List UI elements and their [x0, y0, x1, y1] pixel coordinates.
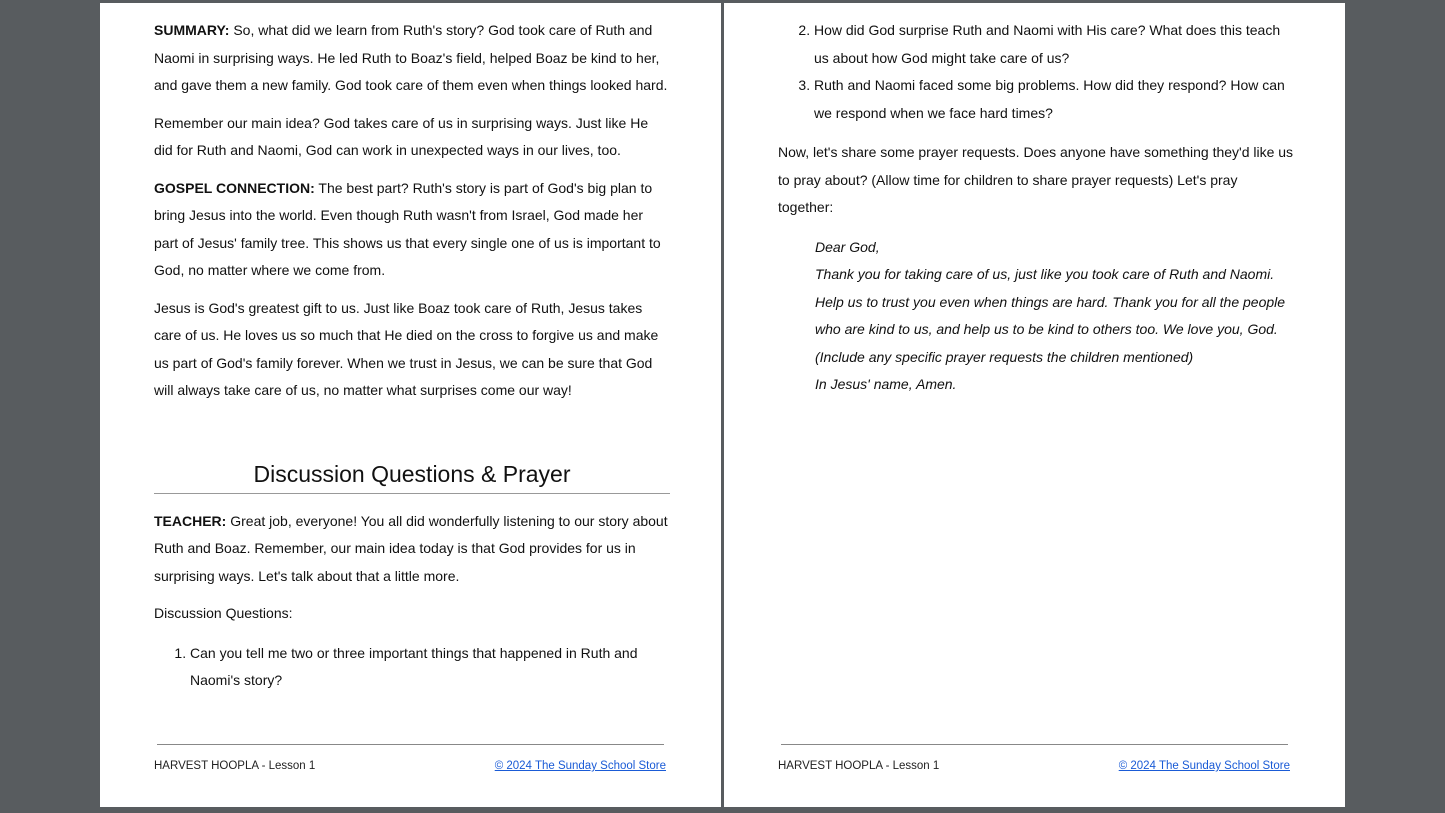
footer-title-left: HARVEST HOOPLA - Lesson 1 — [154, 760, 316, 772]
teacher-text: Great job, everyone! You all did wonderfully listening to our story about Ruth and Boaz. Remember, our main idea today is that God provides for us in surprising ways. Let's talk about that a little more. — [154, 512, 668, 584]
prayer-intro: Now, let's share some prayer requests. Does anyone have something they'd like us to pray about? (Allow time for children to share prayer requests) Let's pray together: — [778, 144, 1294, 215]
jesus-paragraph: Jesus is God's greatest gift to us. Just like Boaz took care of Ruth, Jesus takes care of us. He loves us so much that He died on the cross to forgive us and make us part of God's family forever. When we trust in Jesus, we can be sure that God will always take care of us, no matter what surprises come our way! — [154, 299, 659, 398]
question-list-left — [154, 640, 670, 695]
teacher-paragraph — [154, 508, 670, 591]
page-left — [100, 3, 721, 807]
page-right-content — [778, 17, 1294, 399]
prayer-greeting: Dear God, — [815, 238, 880, 255]
summary-label: SUMMARY: — [154, 22, 230, 38]
question-3: 3. Ruth and Naomi faced some big problems. How did they respond? How can we respond when we face hard times? — [814, 72, 1294, 127]
footer-title-right: HARVEST HOOPLA - Lesson 1 — [778, 760, 940, 772]
prayer-body: Thank you for taking care of us, just like you took care of Ruth and Naomi. Help us to trust you even when things are hard. Thank you for all the people who are kind to us, and help us to be kind to others too. We love you, God. — [815, 266, 1286, 337]
gospel-label: GOSPEL CONNECTION: — [154, 179, 315, 196]
prayer-instruction: (Include any specific prayer requests the children mentioned) — [815, 348, 1194, 365]
prayer-block — [778, 234, 1294, 399]
teacher-label: TEACHER: — [154, 512, 227, 529]
section-heading-wrap — [154, 457, 670, 494]
prayer-closing: In Jesus' name, Amen. — [815, 376, 957, 392]
questions-label: Discussion Questions: — [154, 605, 293, 621]
question-1: 1. Can you tell me two or three important things that happened in Ruth and Naomi's story? — [190, 640, 670, 695]
question-list-right — [778, 17, 1294, 127]
page-left-content — [154, 17, 670, 695]
summary-paragraph — [154, 17, 670, 100]
main-idea-paragraph: Remember our main idea? God takes care of us in surprising ways. Just like He did for Ruth and Naomi, God can work in unexpected ways in our lives, too. — [154, 114, 649, 158]
footer-copyright-link-right[interactable]: © 2024 The Sunday School Store — [1118, 760, 1290, 772]
page-right — [724, 3, 1345, 807]
summary-text: So, what did we learn from Ruth's story? God took care of Ruth and Naomi in surprising ways. He led Ruth to Boaz's field, helped Boaz be kind to her, and gave them a new family. God took care of them even when things looked hard. — [154, 22, 668, 93]
gospel-text: The best part? Ruth's story is part of God's big plan to bring Jesus into the world. Even though Ruth wasn't from Israel, God made her part of Jesus' family tree. This shows us that every single one of us is important to God, no matter where we come from. — [154, 179, 661, 278]
question-2: 2. How did God surprise Ruth and Naomi with His care? What does this teach us about how God might take care of us? — [814, 17, 1294, 72]
gospel-paragraph — [154, 175, 670, 285]
footer-copyright-link-left[interactable]: © 2024 The Sunday School Store — [494, 760, 666, 772]
section-heading: Discussion Questions & Prayer — [253, 460, 571, 487]
footer-divider-left — [157, 744, 664, 745]
footer-divider-right — [781, 744, 1288, 745]
